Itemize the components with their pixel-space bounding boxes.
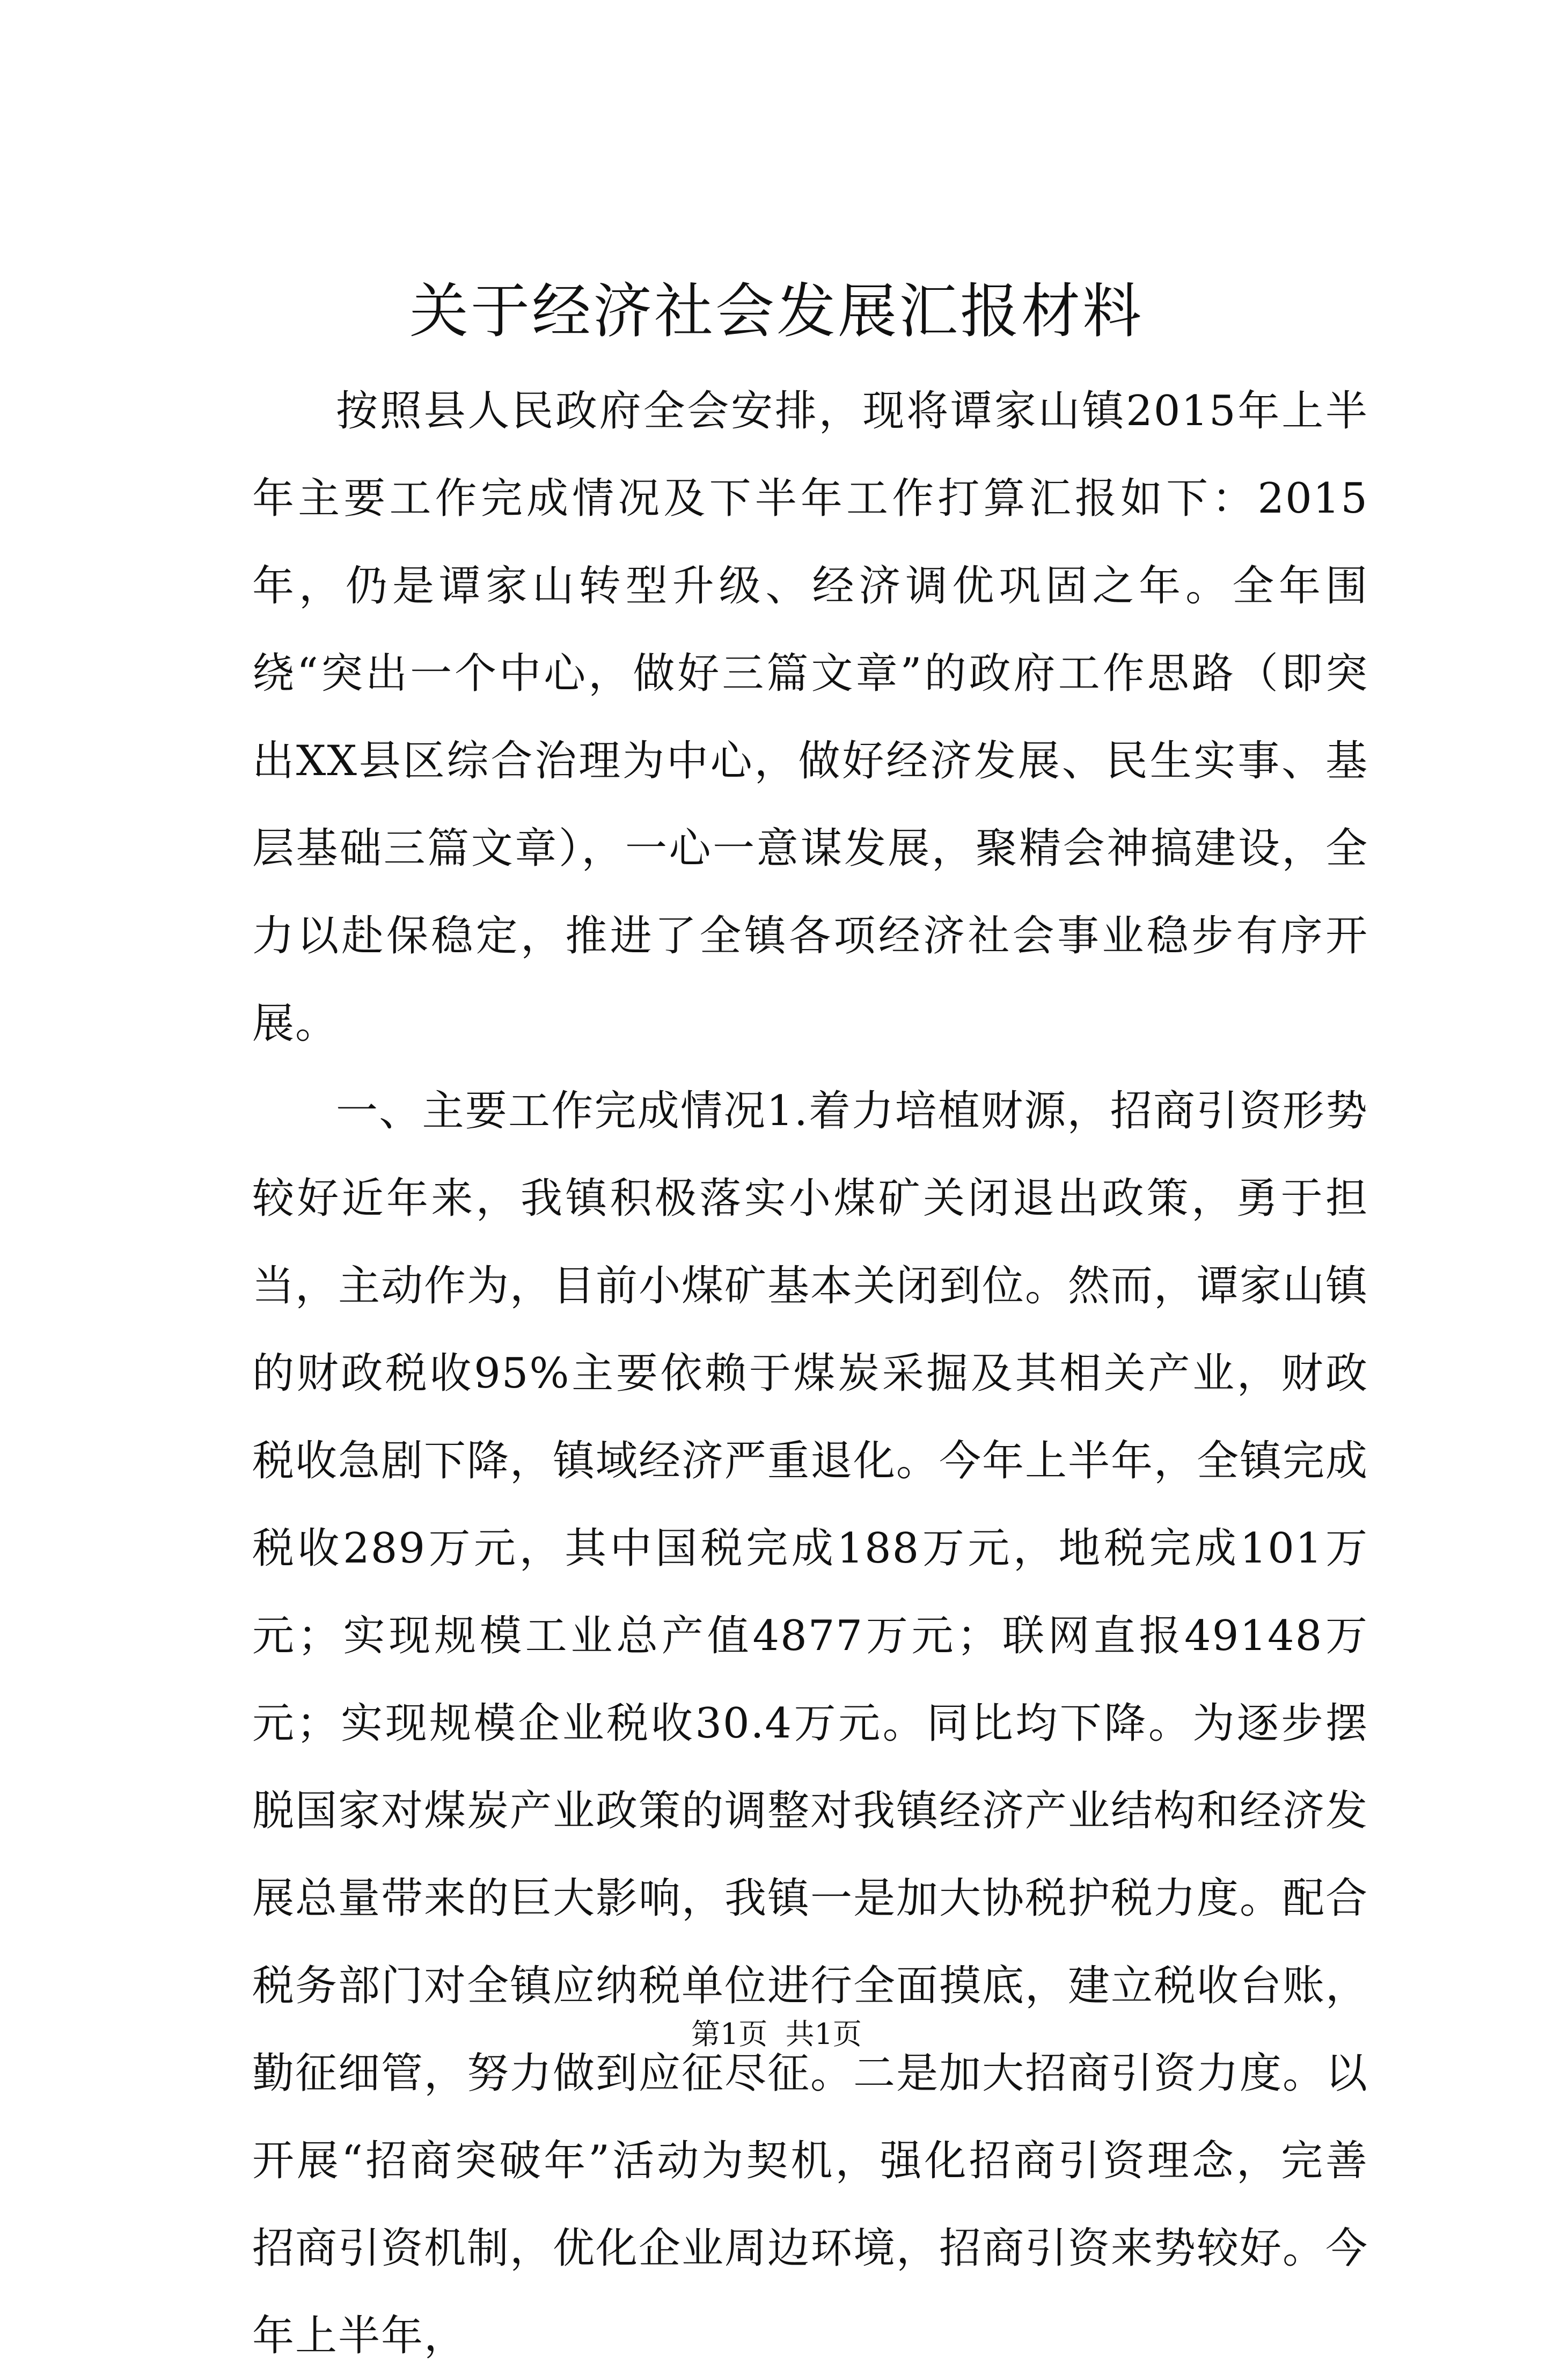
paragraph-section-one: 一、主要工作完成情况1.着力培植财源，招商引资形势较好近年来，我镇积极落实小煤矿关闭退出政策，勇于担当，主动作为，目前小煤矿基本关闭到位。然而，谭家山镇的财政税收95%主要依赖于煤炭采掘及其相关产业，财政税收急剧下降，镇域经济严重退化。今年上半年，全镇完成税收289万元，其中国税完成188万元，地税完成101万元；实现规模工业总产值4877万元；联网直报49148万元；实现规模企业税收30.4万元。同比均下降。为逐步摆脱国家对煤炭产业政策的调整对我镇经济产业结构和经济发展总量带来的巨大影响，我镇一是加大协税护税力度。配合税务部门对全镇应纳税单位进行全面摸底，建立税收台账，勤征细管，努力做到应征尽征。二是加大招商引资力度。以开展“招商突破年”活动为契机，强化招商引资理念，完善招商引资机制，优化企业周边环境，招商引资来势较好。今年上半年，: [252, 1087, 1369, 2360]
document-title: 关于经济社会发展汇报材料: [409, 277, 1144, 346]
paragraph-intro: 按照县人民政府全会安排，现将谭家山镇2015年上半年主要工作完成情况及下半年工作打算汇报如下：2015年，仍是谭家山转型升级、经济调优巩固之年。全年围绕“突出一个中心，做好三篇文章”的政府工作思路（即突出XX县区综合治理为中心，做好经济发展、民生实事、基层基础三篇文章），一心一意谋发展，聚精会神搞建设，全力以赴保稳定，推进了全镇各项经济社会事业稳步有序开展。: [252, 387, 1368, 1048]
page-footer: 第1页 共1页: [691, 2017, 862, 2051]
document-body: [252, 368, 1368, 2380]
